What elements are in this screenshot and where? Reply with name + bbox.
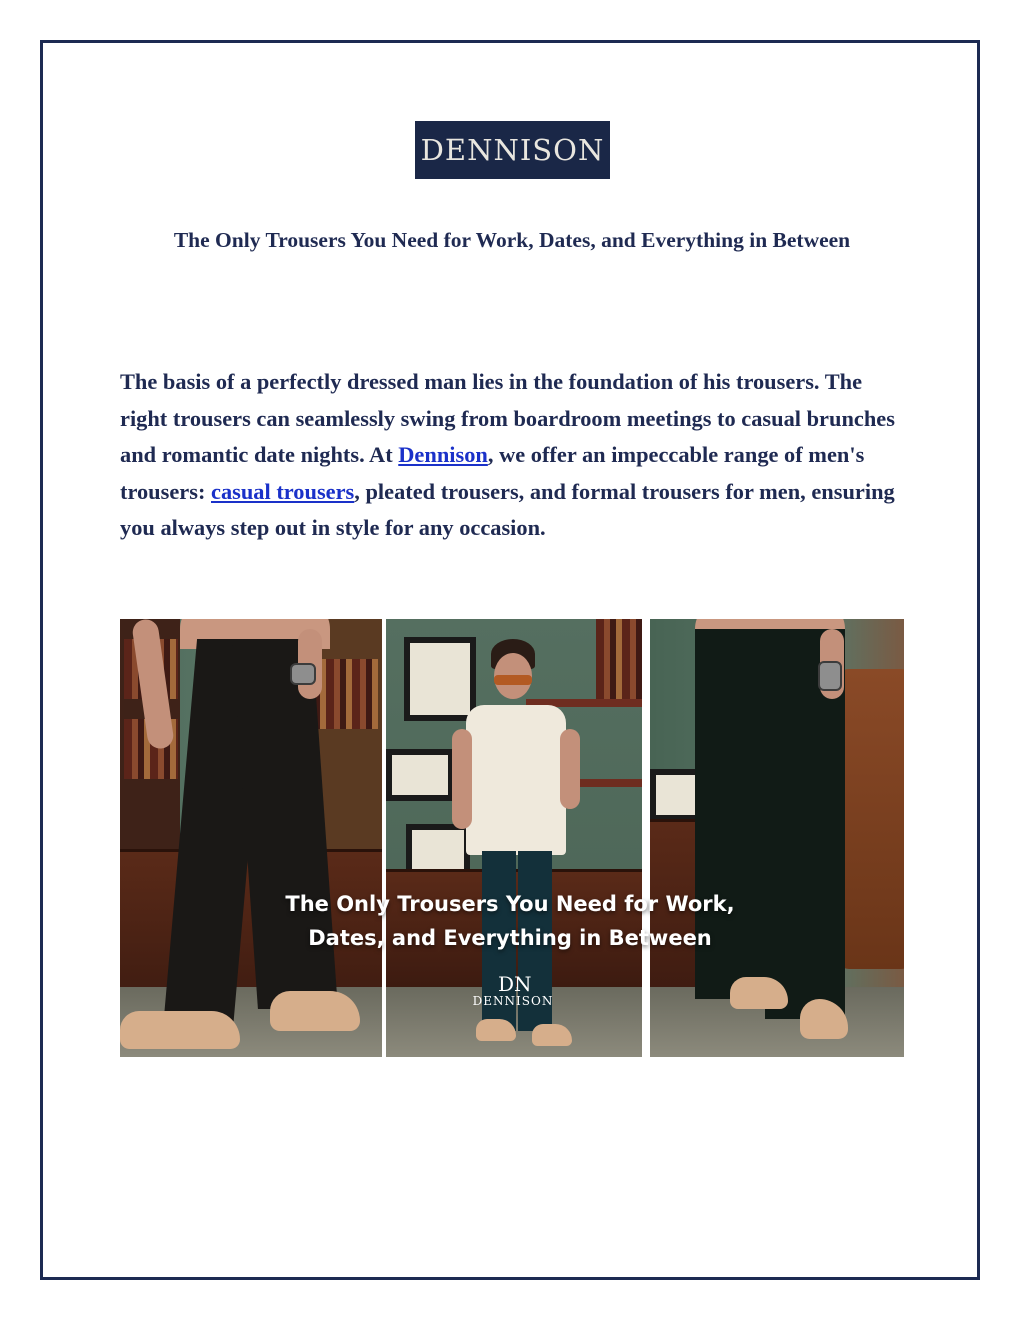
hero-panel-left — [120, 619, 382, 1057]
hero-overlay-line-2: Dates, and Everything in Between — [308, 926, 712, 950]
brand-logo[interactable] — [415, 121, 610, 179]
casual-trousers-link[interactable]: casual trousers — [211, 478, 355, 504]
hero-brand-mark: DENNISON — [472, 994, 554, 1008]
hero-image — [120, 619, 904, 1057]
intro-text-3: , pleated trousers, and formal trousers for men, ensuring you always step out in style for any occasion. — [120, 478, 895, 540]
hero-overlay-title — [260, 887, 760, 955]
dennison-link[interactable]: Dennison — [398, 442, 488, 467]
brand-logo-text: DENNISON — [420, 133, 605, 167]
article-title: The Only Trousers You Need for Work, Dates, and Everything in Between — [173, 228, 851, 252]
monogram-logo: DN — [498, 972, 532, 996]
hero-panel-right — [650, 619, 904, 1057]
article-intro — [120, 364, 910, 547]
intro-text-1: The basis of a perfectly dressed man lies in the foundation of his trousers. The right trousers can seamlessly swing from boardroom meetings to casual brunches and romantic date nights. At — [120, 369, 895, 467]
intro-text-2: , we offer an impeccable range of men's trousers: — [120, 442, 865, 504]
hero-overlay-line-1: The Only Trousers You Need for Work, — [285, 892, 735, 916]
